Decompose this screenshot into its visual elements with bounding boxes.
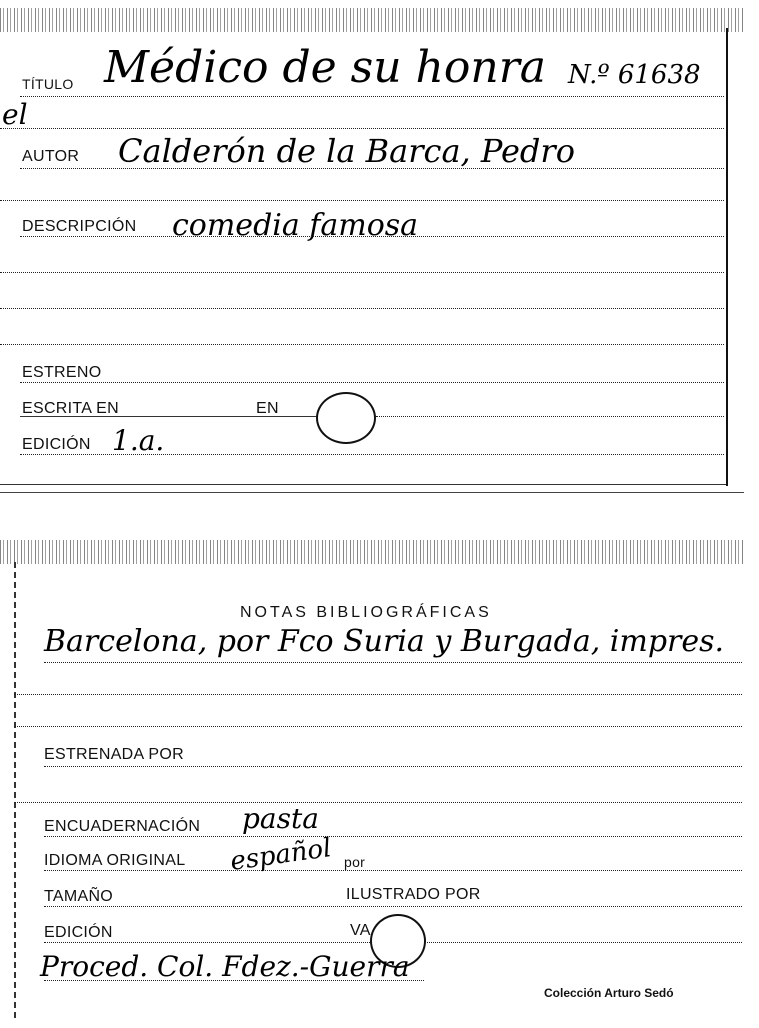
estreno-label: ESTRENO bbox=[22, 364, 102, 381]
edicion-label: EDICIÓN bbox=[44, 924, 113, 941]
descripcion-label: DESCRIPCIÓN bbox=[22, 218, 137, 235]
speckled-edge bbox=[0, 8, 744, 32]
card-bottom-line bbox=[0, 484, 726, 485]
rule-line bbox=[14, 694, 742, 695]
estreno-line bbox=[20, 382, 724, 383]
encuadernacion-value: pasta bbox=[242, 802, 319, 835]
speckled-edge bbox=[0, 540, 744, 564]
procedencia-line bbox=[44, 980, 424, 981]
descripcion-value: comedia famosa bbox=[172, 208, 419, 243]
encuadernacion-line bbox=[44, 836, 742, 837]
rule-line bbox=[0, 200, 724, 201]
tamano-label: TAMAÑO bbox=[44, 888, 114, 905]
ink-blot bbox=[316, 392, 376, 444]
idioma-label: IDIOMA ORIGINAL bbox=[44, 852, 186, 869]
titulo-label: TÍTULO bbox=[22, 76, 74, 92]
notas-value: Barcelona, por Fco Suria y Burgada, impres. bbox=[44, 624, 725, 659]
escrita-en-label: ESCRITA EN bbox=[22, 400, 119, 417]
descripcion-line bbox=[20, 236, 724, 237]
autor-label: AUTOR bbox=[22, 148, 80, 165]
card-right-border bbox=[726, 28, 728, 486]
en-label: EN bbox=[256, 400, 279, 417]
en-line bbox=[244, 416, 324, 417]
rule-line bbox=[14, 726, 742, 727]
tamano-line bbox=[44, 906, 742, 907]
procedencia-value: Proced. Col. Fdez.-Guerra bbox=[40, 950, 410, 983]
idioma-line bbox=[44, 870, 742, 871]
titulo-value: Médico de su honra bbox=[104, 42, 546, 93]
autor-value: Calderón de la Barca, Pedro bbox=[118, 132, 575, 170]
estrenada-line bbox=[44, 766, 742, 767]
ilustrado-label: ILUSTRADO POR bbox=[346, 886, 481, 903]
titulo-number: N.º 61638 bbox=[568, 60, 701, 90]
por-label: por bbox=[344, 854, 366, 870]
en-line-rest bbox=[376, 416, 724, 417]
edicion-label: EDICIÓN bbox=[22, 436, 91, 453]
notas-line bbox=[44, 662, 742, 663]
card-front bbox=[0, 0, 744, 494]
escrita-line bbox=[20, 416, 244, 417]
rule-line bbox=[0, 128, 724, 129]
idioma-value: español bbox=[228, 833, 334, 877]
titulo-continuation: el bbox=[2, 98, 28, 131]
card-left-border bbox=[14, 562, 17, 1018]
titulo-line bbox=[20, 96, 724, 97]
card-separator bbox=[0, 492, 744, 493]
rule-line bbox=[0, 308, 724, 309]
edicion-line bbox=[20, 454, 724, 455]
estrenada-label: ESTRENADA POR bbox=[44, 746, 184, 763]
rule-line bbox=[0, 272, 724, 273]
encuadernacion-label: ENCUADERNACIÓN bbox=[44, 818, 201, 835]
va-label: VA bbox=[350, 922, 371, 939]
card-back bbox=[0, 540, 744, 1020]
autor-line bbox=[20, 168, 724, 169]
collection-credit: Colección Arturo Sedó bbox=[544, 986, 674, 1000]
rule-line bbox=[14, 802, 742, 803]
edicion-value: 1.a. bbox=[112, 424, 165, 457]
rule-line bbox=[0, 344, 724, 345]
notas-heading: NOTAS BIBLIOGRÁFICAS bbox=[240, 604, 492, 621]
